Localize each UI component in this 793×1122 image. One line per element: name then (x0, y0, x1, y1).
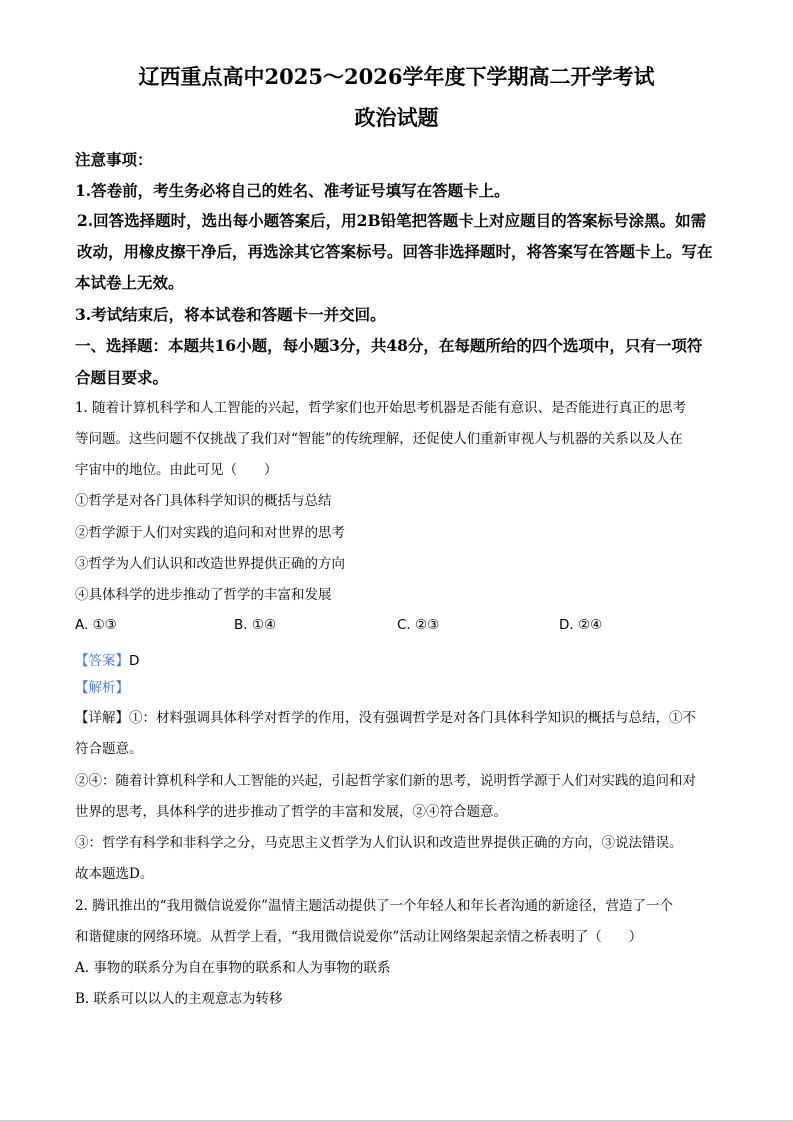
notice-item-2-end: 本试卷上无效。 (75, 273, 184, 292)
q1-stem-line-1: 1. 随着计算机科学和人工智能的兴起，哲学家们也开始思考机器是否能有意识、是否能进行真正的思考 (75, 400, 687, 416)
section-heading-cont: 合题目要求。 (75, 368, 169, 387)
q1-answer-line (75, 652, 139, 669)
answer-tag: 【答案】 (75, 653, 129, 669)
q1-option-d: D. ②④ (559, 617, 603, 633)
q1-detail-line-4: 世界的思考，具体科学的进步推动了哲学的丰富和发展，②④符合题意。 (75, 804, 507, 820)
q1-option-b: B. ①④ (234, 617, 277, 633)
q1-statement-4: ④具体科学的进步推动了哲学的丰富和发展 (75, 587, 332, 603)
q1-detail-line-3: ②④：随着计算机科学和人工智能的兴起，引起哲学家们新的思考，说明哲学源于人们对实践的追问和对 (75, 773, 696, 789)
q1-detail-text-1: ①：材料强调具体科学对哲学的作用，没有强调哲学是对各门具体科学知识的概括与总结，①不 (129, 710, 696, 726)
q1-statement-3: ③哲学为人们认识和改造世界提供正确的方向 (75, 556, 345, 572)
analysis-tag: 【解析】 (75, 680, 129, 696)
exam-subject: 政治试题 (354, 105, 439, 130)
q1-statement-1: ①哲学是对各门具体科学知识的概括与总结 (75, 493, 332, 509)
q2-stem-line-1: 2. 腾讯推出的“我用微信说爱你”温情主题活动提供了一个年轻人和年长者沟通的新途径，营造了一个 (75, 898, 673, 914)
section-heading: 一、选择题：本题共16小题，每小题3分，共48分，在每题所给的四个选项中，只有一项符 (75, 336, 703, 355)
q2-stem-line-2: 和谐健康的网络环境。从哲学上看，“我用微信说爱你”活动让网络架起亲情之桥表明了（ ） (75, 929, 643, 945)
q2-option-a: A. 事物的联系分为自在事物的联系和人为事物的联系 (75, 960, 391, 976)
notice-item-2-cont: 改动，用橡皮擦干净后，再选涂其它答案标号。回答非选择题时，将答案写在答题卡上。写在 (77, 242, 713, 261)
q1-stem-line-3: 宇宙中的地位。由此可见（ ） (75, 462, 278, 478)
notice-heading: 注意事项： (75, 150, 153, 169)
q1-detail-line-5: ③：哲学有科学和非科学之分，马克思主义哲学为人们认识和改造世界提供正确的方向，③说法错误。 (75, 835, 683, 851)
notice-item-3: 3.考试结束后，将本试卷和答题卡一并交回。 (75, 305, 386, 324)
q2-option-b: B. 联系可以以人的主观意志为转移 (75, 991, 283, 1007)
detail-tag: 【详解】 (75, 710, 129, 726)
q1-stem-line-2: 等问题。这些问题不仅挑战了我们对“智能”的传统理解，还促使人们重新审视人与机器的关系以及人在 (75, 431, 683, 447)
notice-item-2: 2.回答选择题时，选出每小题答案后，用2B铅笔把答题卡上对应题目的答案标号涂黑。如需 (77, 211, 707, 230)
q1-option-c: C. ②③ (397, 617, 440, 633)
q1-statement-2: ②哲学源于人们对实践的追问和对世界的思考 (75, 525, 345, 541)
q1-conclusion: 故本题选D。 (75, 866, 154, 882)
exam-title: 辽西重点高中2025～2026学年度下学期高二开学考试 (138, 64, 655, 89)
q1-option-a: A. ①③ (75, 617, 117, 633)
q1-detail-line-1 (75, 712, 696, 726)
q1-answer-value: D (129, 653, 140, 669)
notice-item-1: 1.答卷前，考生务必将自己的姓名、准考证号填写在答题卡上。 (75, 181, 510, 200)
q1-detail-line-2: 符合题意。 (75, 741, 143, 757)
